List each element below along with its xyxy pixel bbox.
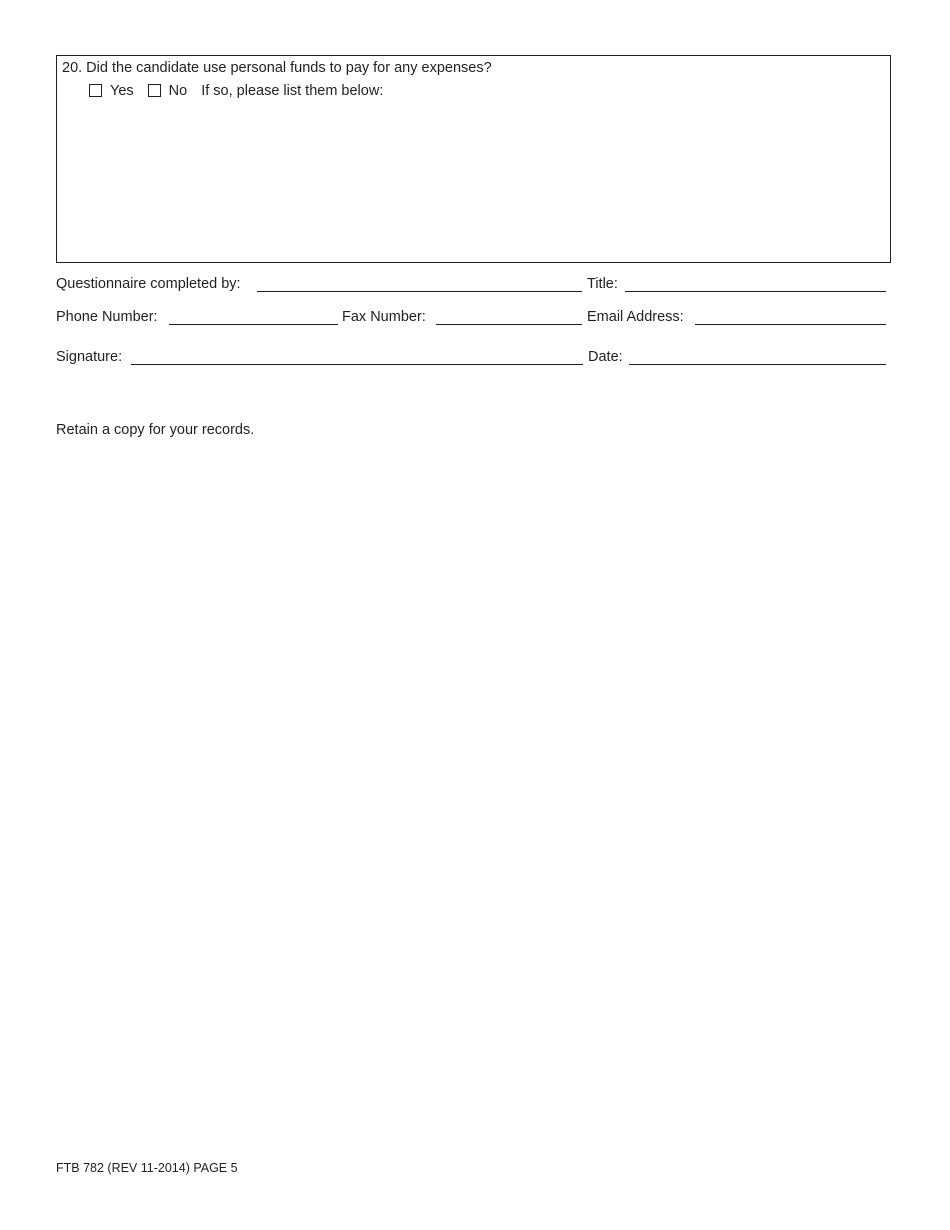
form-footer: FTB 782 (REV 11-2014) PAGE 5 bbox=[56, 1161, 238, 1175]
retain-note: Retain a copy for your records. bbox=[56, 422, 255, 438]
fax-field[interactable] bbox=[436, 324, 582, 325]
question-20-instruction: If so, please list them below: bbox=[201, 83, 384, 99]
signature-label: Signature: bbox=[56, 349, 123, 365]
email-label: Email Address: bbox=[587, 309, 684, 325]
email-field[interactable] bbox=[695, 324, 886, 325]
date-label: Date: bbox=[588, 349, 623, 365]
title-label: Title: bbox=[587, 276, 618, 292]
phone-label: Phone Number: bbox=[56, 309, 158, 325]
fax-label: Fax Number: bbox=[342, 309, 426, 325]
expenses-answer-area[interactable] bbox=[62, 108, 885, 257]
completed-by-label: Questionnaire completed by: bbox=[56, 276, 241, 292]
no-label: No bbox=[168, 83, 188, 99]
question-20-box bbox=[56, 55, 891, 263]
yes-checkbox[interactable] bbox=[89, 84, 102, 97]
date-field[interactable] bbox=[629, 364, 886, 365]
yes-label: Yes bbox=[110, 83, 134, 99]
completed-by-field[interactable] bbox=[257, 291, 582, 292]
phone-field[interactable] bbox=[169, 324, 338, 325]
question-20-text: 20. Did the candidate use personal funds to pay for any expenses? bbox=[62, 60, 492, 76]
title-field[interactable] bbox=[625, 291, 886, 292]
question-20-options bbox=[89, 83, 383, 99]
signature-field[interactable] bbox=[131, 364, 583, 365]
no-checkbox[interactable] bbox=[148, 84, 161, 97]
